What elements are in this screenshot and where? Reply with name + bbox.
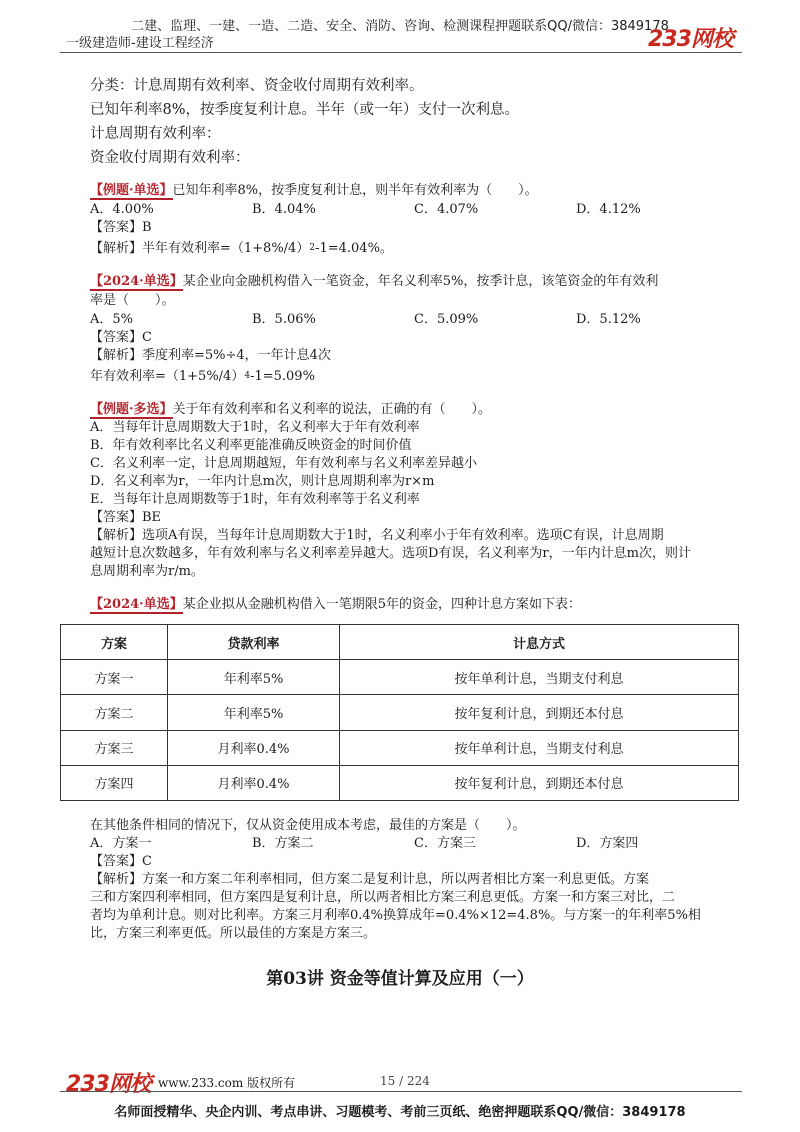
table-header-cell: 计息方式 bbox=[340, 625, 739, 660]
analysis: 者均为单利计息。则对比利率。方案三月利率0.4%换算成年=0.4%×12=4.8%。与方案一的年利率5%相 bbox=[90, 908, 701, 923]
option-a: A．5% bbox=[90, 312, 134, 327]
intro-line: 资金收付周期有效利率： bbox=[90, 150, 250, 166]
option-d: D．4.12% bbox=[576, 202, 641, 217]
option-b: B．年有效利率比名义利率更能准确反映资金的时间价值 bbox=[90, 438, 412, 453]
question-2-stem bbox=[90, 273, 658, 290]
table-cell: 方案三 bbox=[61, 730, 168, 765]
question-text: 已知年利率8%，按季度复利计息，则半年有效利率为（ ）。 bbox=[172, 183, 538, 198]
question-text: 某企业拟从金融机构借入一笔期限5年的资金，四种计息方案如下表： bbox=[182, 597, 581, 612]
question-tag: 【例题·单选】 bbox=[90, 183, 173, 198]
brand-logo: 233网校 bbox=[66, 1072, 151, 1097]
footer-promo-banner: 名师面授精华、央企内训、考点串讲、习题模考、考前三页纸、绝密押题联系QQ/微信：3849178 bbox=[114, 1105, 686, 1120]
option-a: A．方案一 bbox=[90, 836, 152, 851]
answer: 【答案】B bbox=[90, 220, 152, 235]
table-header-cell: 贷款利率 bbox=[168, 625, 340, 660]
question-text: 在其他条件相同的情况下，仅从资金使用成本考虑，最佳的方案是（ ）。 bbox=[90, 818, 526, 833]
analysis: 【解析】季度利率=5%÷4，一年计息4次 bbox=[90, 348, 331, 363]
question-1-stem bbox=[90, 182, 538, 199]
header-divider bbox=[60, 52, 742, 53]
option-c: C．名义利率一定，计息周期越短，年有效利率与名义利率差异越小 bbox=[90, 456, 477, 471]
table-row bbox=[61, 730, 739, 765]
option-a: A．当每年计息周期数大于1时，名义利率大于年有效利率 bbox=[90, 420, 420, 435]
table-cell: 月利率0.4% bbox=[168, 765, 340, 800]
option-b: B．4.04% bbox=[252, 202, 316, 217]
table-cell: 按年复利计息，到期还本付息 bbox=[340, 695, 739, 730]
option-c: C．4.07% bbox=[414, 202, 479, 217]
section-title: 第03讲 资金等值计算及应用（一） bbox=[266, 969, 534, 989]
table-cell: 月利率0.4% bbox=[168, 730, 340, 765]
table-header-row bbox=[61, 625, 739, 660]
page-number: 15 / 224 bbox=[380, 1074, 430, 1088]
option-c: C．方案三 bbox=[414, 836, 476, 851]
option-d: D．5.12% bbox=[576, 312, 641, 327]
analysis bbox=[90, 368, 315, 385]
table-cell: 按年单利计息，当期支付利息 bbox=[340, 730, 739, 765]
table-cell: 方案二 bbox=[61, 695, 168, 730]
exponent: 2 bbox=[309, 243, 316, 253]
document-subtitle: 一级建造师-建设工程经济 bbox=[66, 36, 214, 51]
table-header-cell: 方案 bbox=[61, 625, 168, 660]
intro-line: 计息周期有效利率： bbox=[90, 126, 221, 142]
option-e: E．当每年计息周期数等于1时，年有效利率等于名义利率 bbox=[90, 492, 420, 507]
table-row bbox=[61, 695, 739, 730]
question-tag: 【例题·多选】 bbox=[90, 402, 173, 417]
table-row bbox=[61, 660, 739, 695]
header-contact-banner: 二建、监理、一建、一造、二造、安全、消防、咨询、检测课程押题联系QQ/微信：3849178 bbox=[131, 19, 669, 34]
question-text-cont: 率是（ ）。 bbox=[90, 293, 175, 308]
exponent: 4 bbox=[244, 371, 251, 381]
footer-copyright: www.233.com 版权所有 bbox=[158, 1076, 296, 1090]
analysis: 息周期利率为r/m。 bbox=[90, 564, 204, 579]
analysis-text: 年有效利率=（1+5%/4） bbox=[90, 369, 245, 384]
analysis: 【解析】方案一和方案二年利率相同，但方案二是复利计息，所以两者相比方案一利息更低。方案 bbox=[90, 872, 650, 887]
analysis-text: -1=4.04%。 bbox=[315, 241, 393, 256]
analysis bbox=[90, 240, 393, 257]
intro-line: 分类：计息周期有效利率、资金收付周期有效利率。 bbox=[90, 78, 424, 94]
analysis: 越短计息次数越多，年有效利率与名义利率差异越大。选项D有误，名义利率为r，一年内计息m次，则计 bbox=[90, 546, 691, 561]
table-cell: 按年单利计息，当期支付利息 bbox=[340, 660, 739, 695]
question-text: 某企业向金融机构借入一笔资金，年名义利率5%，按季计息，该笔资金的年有效利 bbox=[182, 274, 659, 289]
option-d: D．方案四 bbox=[576, 836, 639, 851]
table-cell: 方案四 bbox=[61, 765, 168, 800]
question-3-stem bbox=[90, 401, 491, 418]
question-text: 关于年有效利率和名义利率的说法，正确的有（ ）。 bbox=[172, 402, 492, 417]
footer-divider bbox=[60, 1091, 742, 1092]
table-cell: 年利率5% bbox=[168, 695, 340, 730]
analysis-text: -1=5.09% bbox=[250, 369, 315, 384]
analysis: 比，方案三利率更低。所以最佳的方案是方案三。 bbox=[90, 926, 377, 941]
table-cell: 年利率5% bbox=[168, 660, 340, 695]
table-row bbox=[61, 765, 739, 800]
table-cell: 方案一 bbox=[61, 660, 168, 695]
intro-line: 已知年利率8%，按季度复利计息。半年（或一年）支付一次利息。 bbox=[90, 102, 520, 118]
option-b: B．方案二 bbox=[252, 836, 314, 851]
answer: 【答案】C bbox=[90, 330, 152, 345]
option-d: D．名义利率为r，一年内计息m次，则计息周期利率为r×m bbox=[90, 474, 435, 489]
option-a: A．4.00% bbox=[90, 202, 154, 217]
option-c: C．5.09% bbox=[414, 312, 479, 327]
question-tag: 【2024·单选】 bbox=[90, 597, 183, 612]
analysis: 三和方案四利率相同，但方案四是复利计息，所以两者相比方案三利息更低。方案一和方案三对比，二 bbox=[90, 890, 676, 905]
question-4-stem bbox=[90, 596, 581, 613]
analysis-text: 【解析】半年有效利率=（1+8%/4） bbox=[90, 241, 310, 256]
question-tag: 【2024·单选】 bbox=[90, 274, 183, 289]
brand-logo: 233网校 bbox=[648, 27, 733, 52]
answer: 【答案】C bbox=[90, 854, 152, 869]
answer: 【答案】BE bbox=[90, 510, 162, 525]
plans-table bbox=[60, 624, 739, 801]
table-cell: 按年复利计息，到期还本付息 bbox=[340, 765, 739, 800]
analysis: 【解析】选项A有误，当每年计息周期数大于1时，名义利率小于年有效利率。选项C有误，计息周期 bbox=[90, 528, 664, 543]
option-b: B．5.06% bbox=[252, 312, 316, 327]
